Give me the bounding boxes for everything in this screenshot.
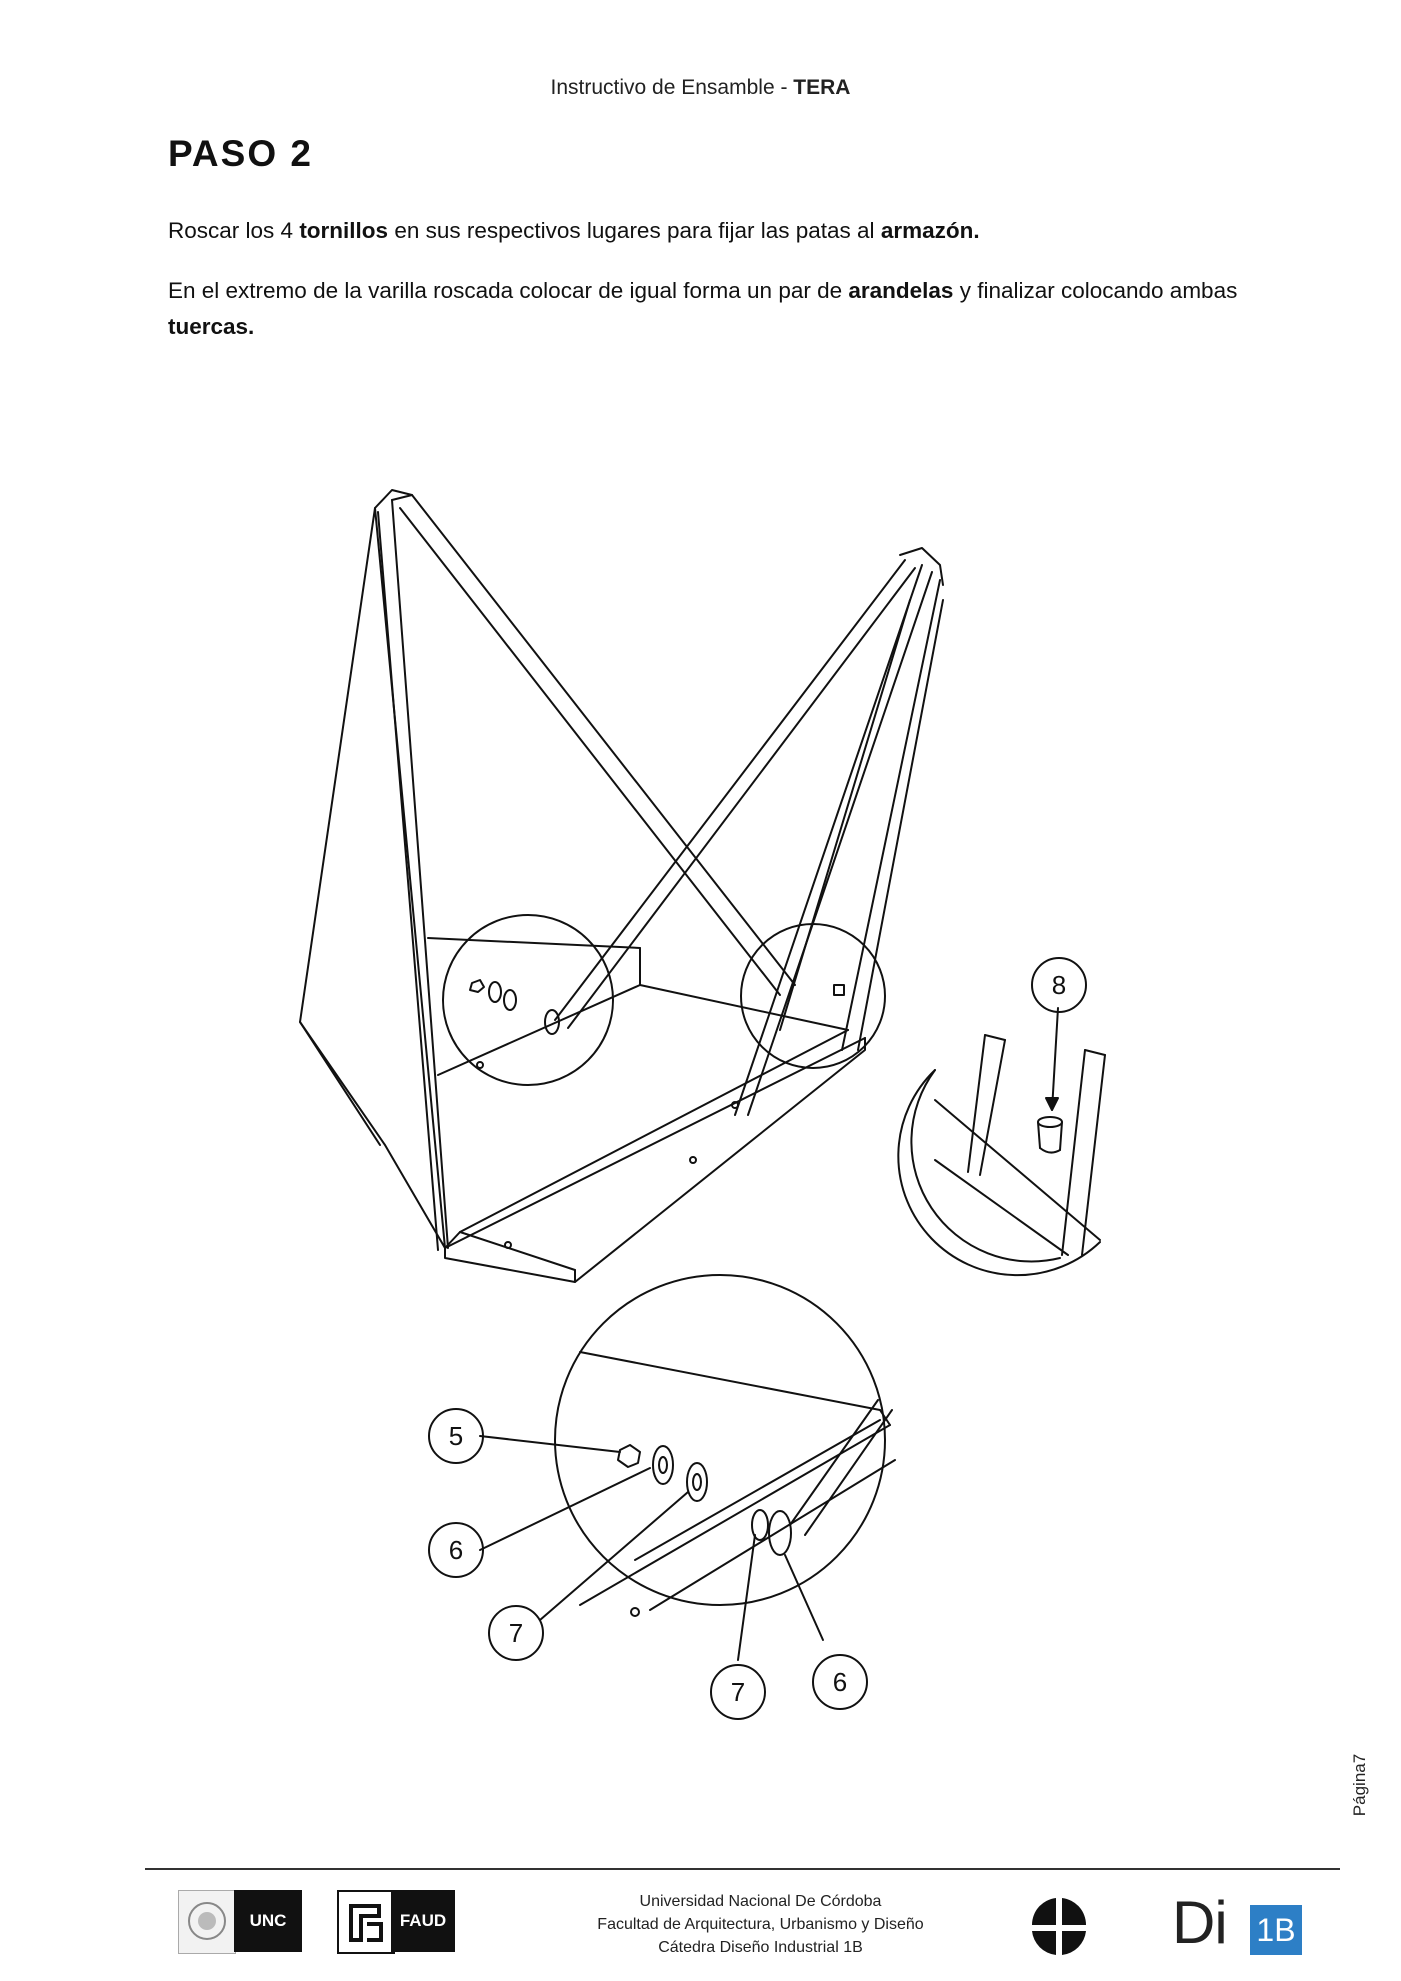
footer-institution: Universidad Nacional De Córdoba Facultad de Arquitectura, Urbanismo y Diseño Cátedra Diseño Industrial 1B bbox=[597, 1893, 924, 1956]
faud-logo: FAUD bbox=[391, 1890, 455, 1952]
callout-label-6b: 6 bbox=[832, 1667, 848, 1697]
callout-label-5: 5 bbox=[448, 1421, 464, 1451]
instruction-paragraph-1: Roscar los 4 tornillos en sus respectivos lugares para fijar las patas al armazón. bbox=[168, 218, 980, 243]
bottom-frame bbox=[428, 938, 865, 1282]
step-title: PASO 2 bbox=[168, 133, 313, 174]
diagonal-bar-left bbox=[400, 495, 795, 995]
callout-label-8: 8 bbox=[1051, 970, 1067, 1000]
page-number: Página7 bbox=[1350, 1753, 1369, 1817]
callout-label-7b: 7 bbox=[730, 1677, 746, 1707]
washer-detail-circle bbox=[555, 1275, 895, 1616]
callout-label-7a: 7 bbox=[508, 1618, 524, 1648]
document-header: Instructivo de Ensamble - TERA bbox=[550, 76, 851, 99]
di-1b-badge: 1B bbox=[1250, 1905, 1302, 1955]
left-side-panel bbox=[300, 490, 448, 1250]
callout-label-6a: 6 bbox=[448, 1535, 464, 1565]
unc-logo: UNC bbox=[234, 1890, 302, 1952]
detail-circle-right bbox=[741, 924, 885, 1068]
footer-divider bbox=[145, 1868, 1340, 1870]
detail-circle-left bbox=[443, 915, 613, 1085]
instruction-paragraph-2: En el extremo de la varilla roscada colocar de igual forma un par de arandelas y finalizar colocando ambas tuercas. bbox=[168, 278, 1238, 339]
department-logo bbox=[1028, 1895, 1090, 1957]
bolt-detail-circle bbox=[898, 1008, 1105, 1275]
di-logo-text: Di bbox=[1172, 1889, 1227, 1956]
